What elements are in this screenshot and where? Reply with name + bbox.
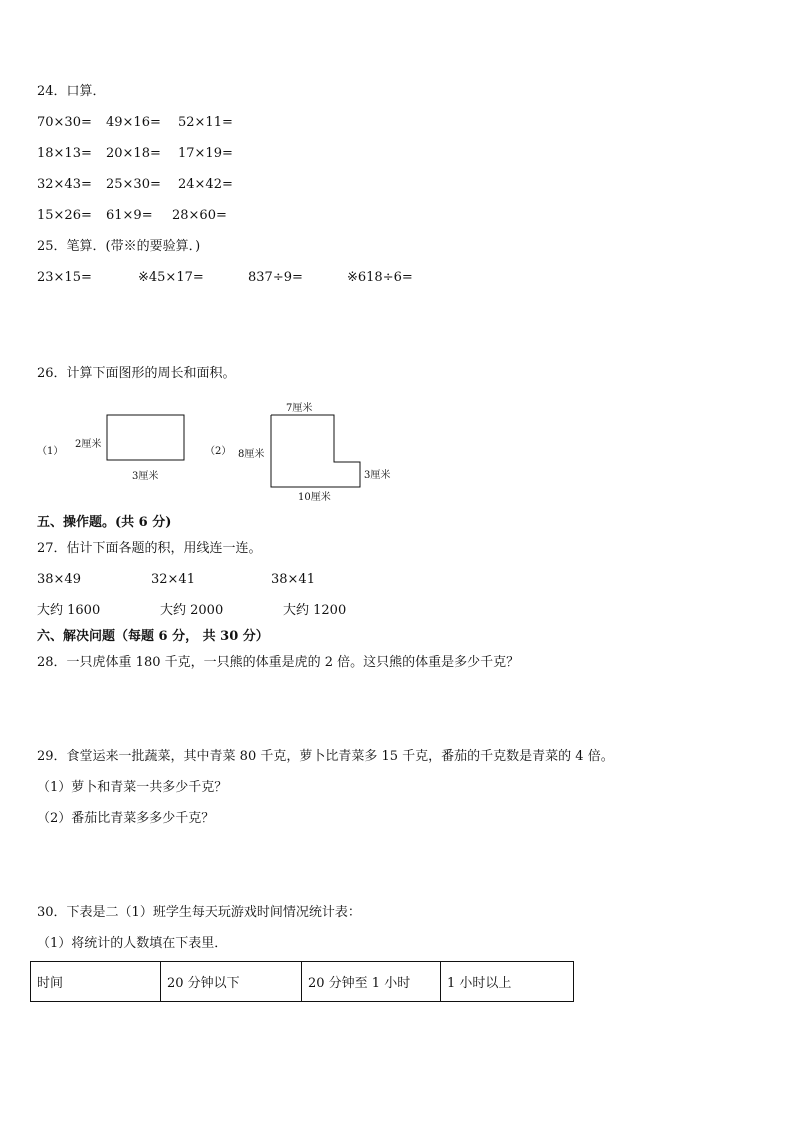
q25-item: 23×15= — [37, 270, 92, 285]
q27-estimate: 大约 1200 — [283, 603, 347, 618]
q30-title: 30．下表是二（1）班学生每天玩游戏时间情况统计表： — [37, 905, 361, 920]
fig1-rectangle — [107, 415, 184, 460]
q24-item: 28×60= — [172, 208, 227, 223]
fig2-left-label: 8厘米 — [238, 449, 265, 460]
fig1-label: （1） — [37, 446, 64, 457]
fig1-bottom-label: 3厘米 — [132, 471, 159, 482]
q29-title: 29．食堂运来一批蔬菜，其中青菜 80 千克，萝卜比青菜多 15 千克，番茄的千克数是青菜的 4 倍。 — [37, 749, 614, 764]
q24-item: 15×26= — [37, 208, 92, 223]
q24-item: 49×16= — [106, 115, 161, 130]
q27-expr: 38×41 — [271, 572, 315, 587]
fig1-side-label: 2厘米 — [75, 439, 102, 450]
q24-item: 20×18= — [106, 146, 161, 161]
table-row — [31, 962, 574, 1002]
fig2-bottom-label: 10厘米 — [298, 492, 331, 503]
q27-estimate: 大约 2000 — [160, 603, 224, 618]
q26-title: 26．计算下面图形的周长和面积。 — [37, 366, 236, 381]
q25-item: 837÷9= — [248, 270, 303, 285]
fig2-label: （2） — [205, 446, 232, 457]
q26-figures — [0, 395, 420, 510]
section-5-heading: 五、操作题。(共 6 分) — [37, 515, 172, 530]
table-header-cell: 20 分钟至 1 小时 — [302, 962, 441, 1002]
q27-expr: 38×49 — [37, 572, 81, 587]
q25-item: ※618÷6= — [347, 270, 413, 285]
q24-item: 52×11= — [178, 115, 233, 130]
q27-title: 27．估计下面各题的积，用线连一连。 — [37, 541, 262, 556]
q30-sub1: （1）将统计的人数填在下表里． — [37, 936, 228, 951]
q24-item: 61×9= — [106, 208, 153, 223]
q29-sub1: （1）萝卜和青菜一共多少千克？ — [37, 780, 228, 795]
q24-title: 24．口算． — [37, 84, 106, 99]
q27-expr: 32×41 — [151, 572, 195, 587]
q24-item: 18×13= — [37, 146, 92, 161]
q24-item: 25×30= — [106, 177, 161, 192]
table-header-cell: 时间 — [31, 962, 161, 1002]
q29-sub2: （2）番茄比青菜多多少千克？ — [37, 811, 215, 826]
q24-item: 32×43= — [37, 177, 92, 192]
fig2-top-label: 7厘米 — [286, 403, 313, 414]
q24-item: 24×42= — [178, 177, 233, 192]
q25-title: 25．笔算．(带※的要验算．) — [37, 239, 201, 254]
q28-text: 28．一只虎体重 180 千克，一只熊的体重是虎的 2 倍。这只熊的体重是多少千克？ — [37, 655, 520, 670]
fig2-right-label: 3厘米 — [364, 470, 391, 481]
q24-item: 17×19= — [178, 146, 233, 161]
fig2-shape — [271, 415, 360, 487]
table-header-cell: 20 分钟以下 — [161, 962, 302, 1002]
q27-estimate: 大约 1600 — [37, 603, 101, 618]
q24-item: 70×30= — [37, 115, 92, 130]
table-header-cell: 1 小时以上 — [441, 962, 574, 1002]
section-6-heading: 六、解决问题（每题 6 分， 共 30 分） — [37, 629, 269, 644]
q25-item: ※45×17= — [138, 270, 204, 285]
q30-table — [30, 961, 574, 1002]
